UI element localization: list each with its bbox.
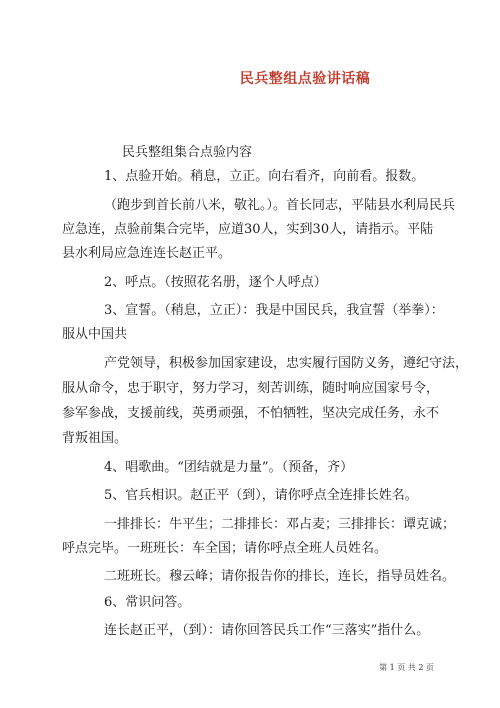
text-line: 参军参战，支援前线，英勇顽强，不怕牺牲，坚决完成任务，永不 xyxy=(62,406,440,421)
page-number-footer: 第 1 页 共 2 页 xyxy=(379,663,434,672)
text-line: 服从命令，忠于职守，努力学习，刻苦训练，随时响应国家号令， xyxy=(62,381,440,396)
text-line: 县水利局应急连连长赵正平。 xyxy=(62,246,232,261)
text-line: 二班班长。穆云峰；请你报告你的排长，连长，指导员姓名。 xyxy=(104,569,456,584)
text-line: 1、点验开始。稍息，立正。向右看齐，向前看。报数。 xyxy=(104,169,425,184)
text-line: 民兵整组集合点验内容 xyxy=(122,145,253,160)
text-line: 3、宣誓。（稍息，立正）：我是中国民兵，我宣誓（举拳）： xyxy=(104,303,444,318)
text-line: 连长赵正平，（到）：请你回答民兵工作“三落实”指什么。 xyxy=(104,623,430,638)
text-line: 背叛祖国。 xyxy=(62,431,128,446)
text-line: 应急连，点验前集合完毕，应道30人，实到30人，请指示。平陆 xyxy=(62,222,434,237)
text-line: 6、常识问答。 xyxy=(104,595,191,610)
text-line: 2、呼点。（按照花名册，逐个人呼点） xyxy=(104,275,327,290)
document-title: 民兵整组点验讲话稿 xyxy=(239,71,371,87)
text-line: 产党领导，积极参加国家建设，忠实履行国防义务，遵纪守法， xyxy=(104,356,469,371)
text-line: 一排排长：牛平生；二排排长：邓占麦；三排排长：谭克诚； xyxy=(104,517,456,532)
text-line: 呼点完毕。一班班长：车全国；请你呼点全班人员姓名。 xyxy=(62,541,388,556)
text-line: 4、唱歌曲。“团结就是力量”。（预备，齐） xyxy=(104,460,354,475)
text-line: （跑步到首长前八米，敬礼。）。首长同志，平陆县水利局民兵 xyxy=(104,198,456,213)
text-line: 5、官兵相识。赵正平（到），请你呼点全连排长姓名。 xyxy=(104,488,418,503)
text-line: 服从中国共 xyxy=(62,327,128,342)
